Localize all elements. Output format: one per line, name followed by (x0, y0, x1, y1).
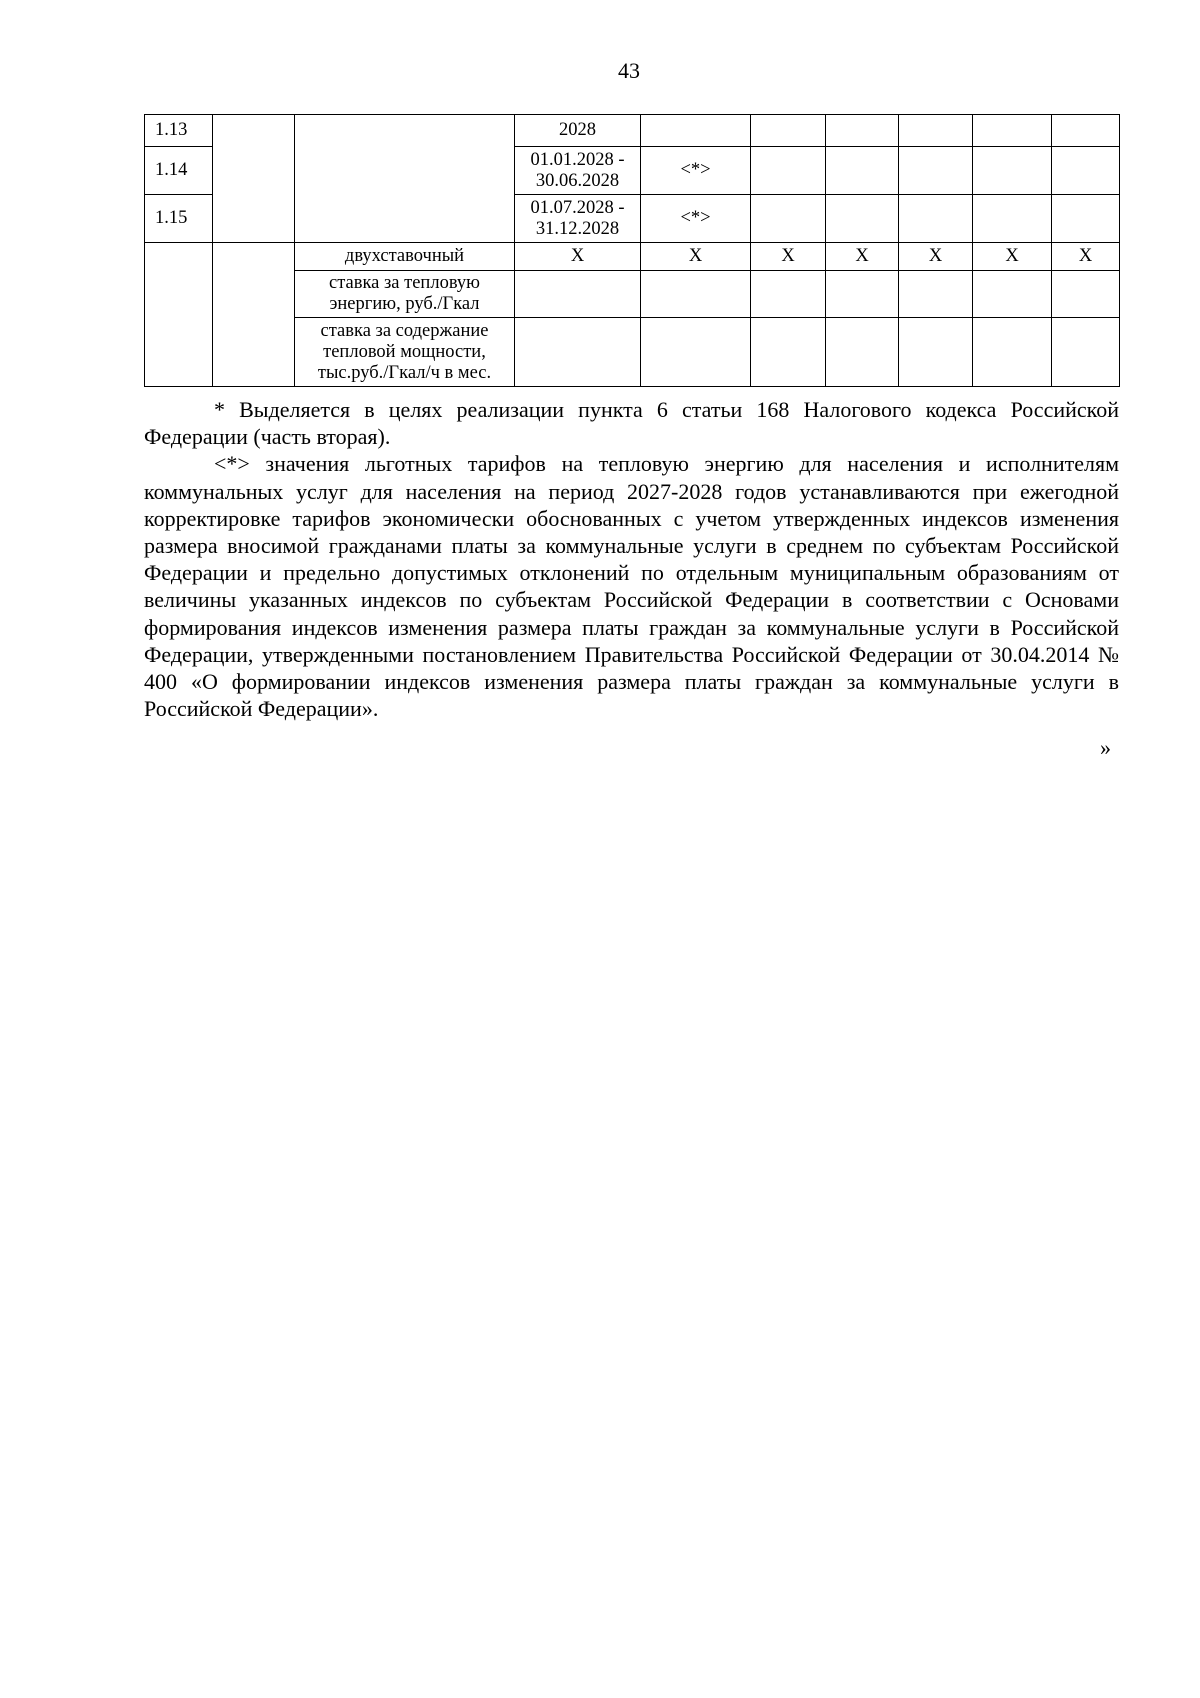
label-line: тыс.руб./Гкал/ч в мес. (317, 362, 492, 383)
value-cell (641, 318, 751, 387)
closing-quote: » (1100, 735, 1111, 760)
row-number: 1.14 (145, 147, 213, 195)
value-cell (515, 318, 641, 387)
value-cell (899, 115, 973, 147)
value-cell: <*> (641, 147, 751, 195)
label-line: тепловой мощности, (323, 341, 486, 362)
value-cell (826, 318, 899, 387)
value-cell (751, 318, 826, 387)
empty-cell (213, 115, 295, 243)
x-mark: X (899, 243, 973, 271)
period-cell: 2028 (515, 115, 641, 147)
footnote-marker: <*> значения льготных тарифов на тепловую энергию для населения и исполнителям коммунальных услуг для населения на период 2027-2028 годов устанавливаются при ежегодной корректировке тарифов экономически обоснованных с учетом утвержденных индексов изменения размера вносимой гражданами платы за коммунальные услуги в среднем по субъектам Российской Федерации и предельно допустимых отклонений по отдельным муниципальным образованиям от величины указанных индексов по субъектам Российской Федерации в соответствии с Основами формирования индексов изменения размера платы граждан за коммунальные услуги в Российской Федерации, утвержденными постановлением Правительства Российской Федерации от 30.04.2014 № 400 «О формировании индексов изменения размера платы граждан за коммунальные услуги в Российской Федерации». (144, 451, 1119, 722)
value-cell (751, 115, 826, 147)
empty-cell (145, 243, 213, 387)
rate-energy-label (295, 271, 515, 318)
two-part-label: двухставочный (295, 243, 515, 271)
value-cell (973, 147, 1052, 195)
x-mark: X (751, 243, 826, 271)
period-line: 01.07.2028 - (530, 197, 625, 218)
value-cell (973, 115, 1052, 147)
x-mark: X (973, 243, 1052, 271)
row-number: 1.13 (145, 115, 213, 147)
period-cell (515, 195, 641, 243)
rate-capacity-label (295, 318, 515, 387)
x-mark: X (826, 243, 899, 271)
value-cell (641, 115, 751, 147)
label-line: энергию, руб./Гкал (329, 294, 480, 314)
footnotes (144, 396, 1119, 722)
page-number: 43 (618, 58, 640, 83)
empty-cell (213, 243, 295, 387)
value-cell (641, 271, 751, 318)
table-row (145, 115, 1120, 147)
value-cell (899, 195, 973, 243)
value-cell (751, 271, 826, 318)
label-line: ставка за тепловую (328, 273, 480, 293)
value-cell (1052, 147, 1120, 195)
value-cell: <*> (641, 195, 751, 243)
value-cell (973, 271, 1052, 318)
table-row (145, 243, 1120, 271)
value-cell (751, 147, 826, 195)
empty-cell (295, 115, 515, 243)
value-cell (973, 318, 1052, 387)
row-number: 1.15 (145, 195, 213, 243)
period-line: 01.01.2028 - (530, 149, 625, 170)
value-cell (826, 195, 899, 243)
value-cell (751, 195, 826, 243)
x-mark: X (641, 243, 751, 271)
value-cell (1052, 271, 1120, 318)
label-line: ставка за содержание (320, 320, 489, 341)
x-mark: X (1052, 243, 1120, 271)
footnote-star: * Выделяется в целях реализации пункта 6 статьи 168 Налогового кодекса Российской Федерации (часть вторая). (144, 397, 1119, 450)
x-mark: X (515, 243, 641, 271)
value-cell (1052, 318, 1120, 387)
period-line: 31.12.2028 (535, 218, 620, 239)
tariff-table (144, 114, 1120, 387)
value-cell (1052, 195, 1120, 243)
period-line: 30.06.2028 (535, 170, 620, 191)
value-cell (826, 271, 899, 318)
value-cell (515, 271, 641, 318)
value-cell (1052, 115, 1120, 147)
value-cell (899, 318, 973, 387)
value-cell (899, 147, 973, 195)
value-cell (973, 195, 1052, 243)
period-cell (515, 147, 641, 195)
value-cell (899, 271, 973, 318)
value-cell (826, 115, 899, 147)
value-cell (826, 147, 899, 195)
